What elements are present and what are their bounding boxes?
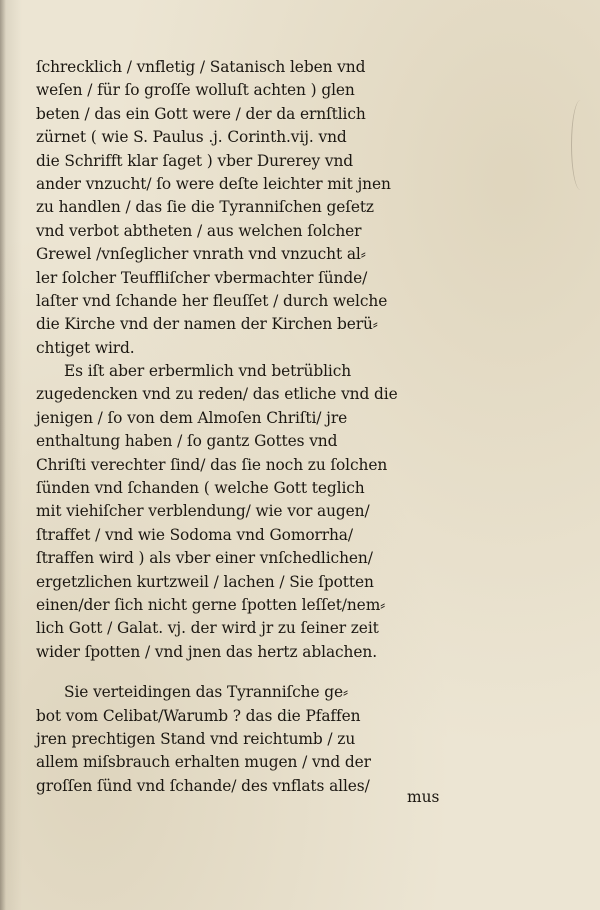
text-line: enthaltung haben / ſo gantz Gottes vnd [36, 432, 338, 451]
paragraph-1 [36, 56, 476, 360]
text-line: ler ſolcher Teuffliſcher vbermachter ſünde/ [36, 268, 368, 287]
text-line: bot vom Celibat/Warumb ? das die Pfaffen [36, 706, 361, 725]
page-text [36, 56, 476, 798]
text-line: Chriſti verechter ſind/ das ſie noch zu ſolchen [36, 455, 388, 474]
text-line: die Kirche vnd der namen der Kirchen berü⸗ [36, 315, 378, 334]
text-line: vnd verbot abtheten / aus welchen ſolcher [36, 221, 362, 240]
binding-shadow [0, 0, 6, 910]
paragraph-gap [36, 664, 476, 681]
text-line: ſchrecklich / vnfletig / Satanisch leben vnd [36, 58, 366, 76]
text-line: ſünden vnd ſchanden ( welche Gott teglich [36, 479, 365, 498]
text-line: weſen / für ſo groſſe wolluſt achten ) glen [36, 81, 355, 100]
text-line: zu handlen / das ſie die Tyranniſchen geſetz [36, 198, 374, 217]
text-line: ſtraffet / vnd wie Sodoma vnd Gomorrha/ [36, 525, 353, 544]
text-line: jren prechtigen Stand vnd reichtumb / zu [36, 729, 356, 748]
text-line: die Schrifft klar ſaget ) vber Durerey vnd [36, 151, 354, 170]
text-line: ergetzlichen kurtzweil / lachen / Sie ſpotten [36, 572, 374, 591]
text-line: groſſen ſünd vnd ſchande/ des vnflats alles/ [36, 776, 370, 795]
text-line: Es iſt aber erbermlich vnd betrüblich [64, 362, 352, 381]
text-line: wider ſpotten / vnd jnen das hertz ablachen. [36, 642, 377, 661]
text-line: ander vnzucht/ ſo were deſte leichter mit jnen [36, 174, 391, 193]
text-line: allem miſsbrauch erhalten mugen / vnd der [36, 753, 371, 772]
text-line: chtiget wird. [36, 338, 135, 357]
text-line: mit viehiſcher verblendung/ wie vor augen/ [36, 502, 370, 521]
catchword: mus [407, 788, 440, 806]
text-line: beten / das ein Gott were / der da ernſtlich [36, 104, 366, 123]
text-line: einen/der ſich nicht gerne ſpotten leſſet/nem⸗ [36, 595, 386, 614]
text-line: laſter vnd ſchande her fleuſſet / durch welche [36, 291, 388, 310]
paragraph-2 [36, 360, 476, 664]
bleed-through-mark [571, 100, 590, 190]
text-line: Grewel /vnſeglicher vnrath vnd vnzucht al⸗ [36, 245, 366, 264]
text-line: zugedencken vnd zu reden/ das etliche vnd die [36, 385, 398, 404]
text-line: lich Gott / Galat. vj. der wird jr zu ſeiner zeit [36, 619, 379, 638]
text-line: Sie verteidingen das Tyranniſche ge⸗ [64, 683, 349, 702]
text-line: jenigen / ſo von dem Almoſen Chriſti/ jre [36, 408, 348, 427]
text-line: zürnet ( wie S. Paulus .j. Corinth.vij. vnd [36, 128, 347, 147]
paragraph-3 [36, 681, 476, 798]
text-line: ſtraffen wird ) als vber einer vnſchedlichen/ [36, 549, 373, 568]
